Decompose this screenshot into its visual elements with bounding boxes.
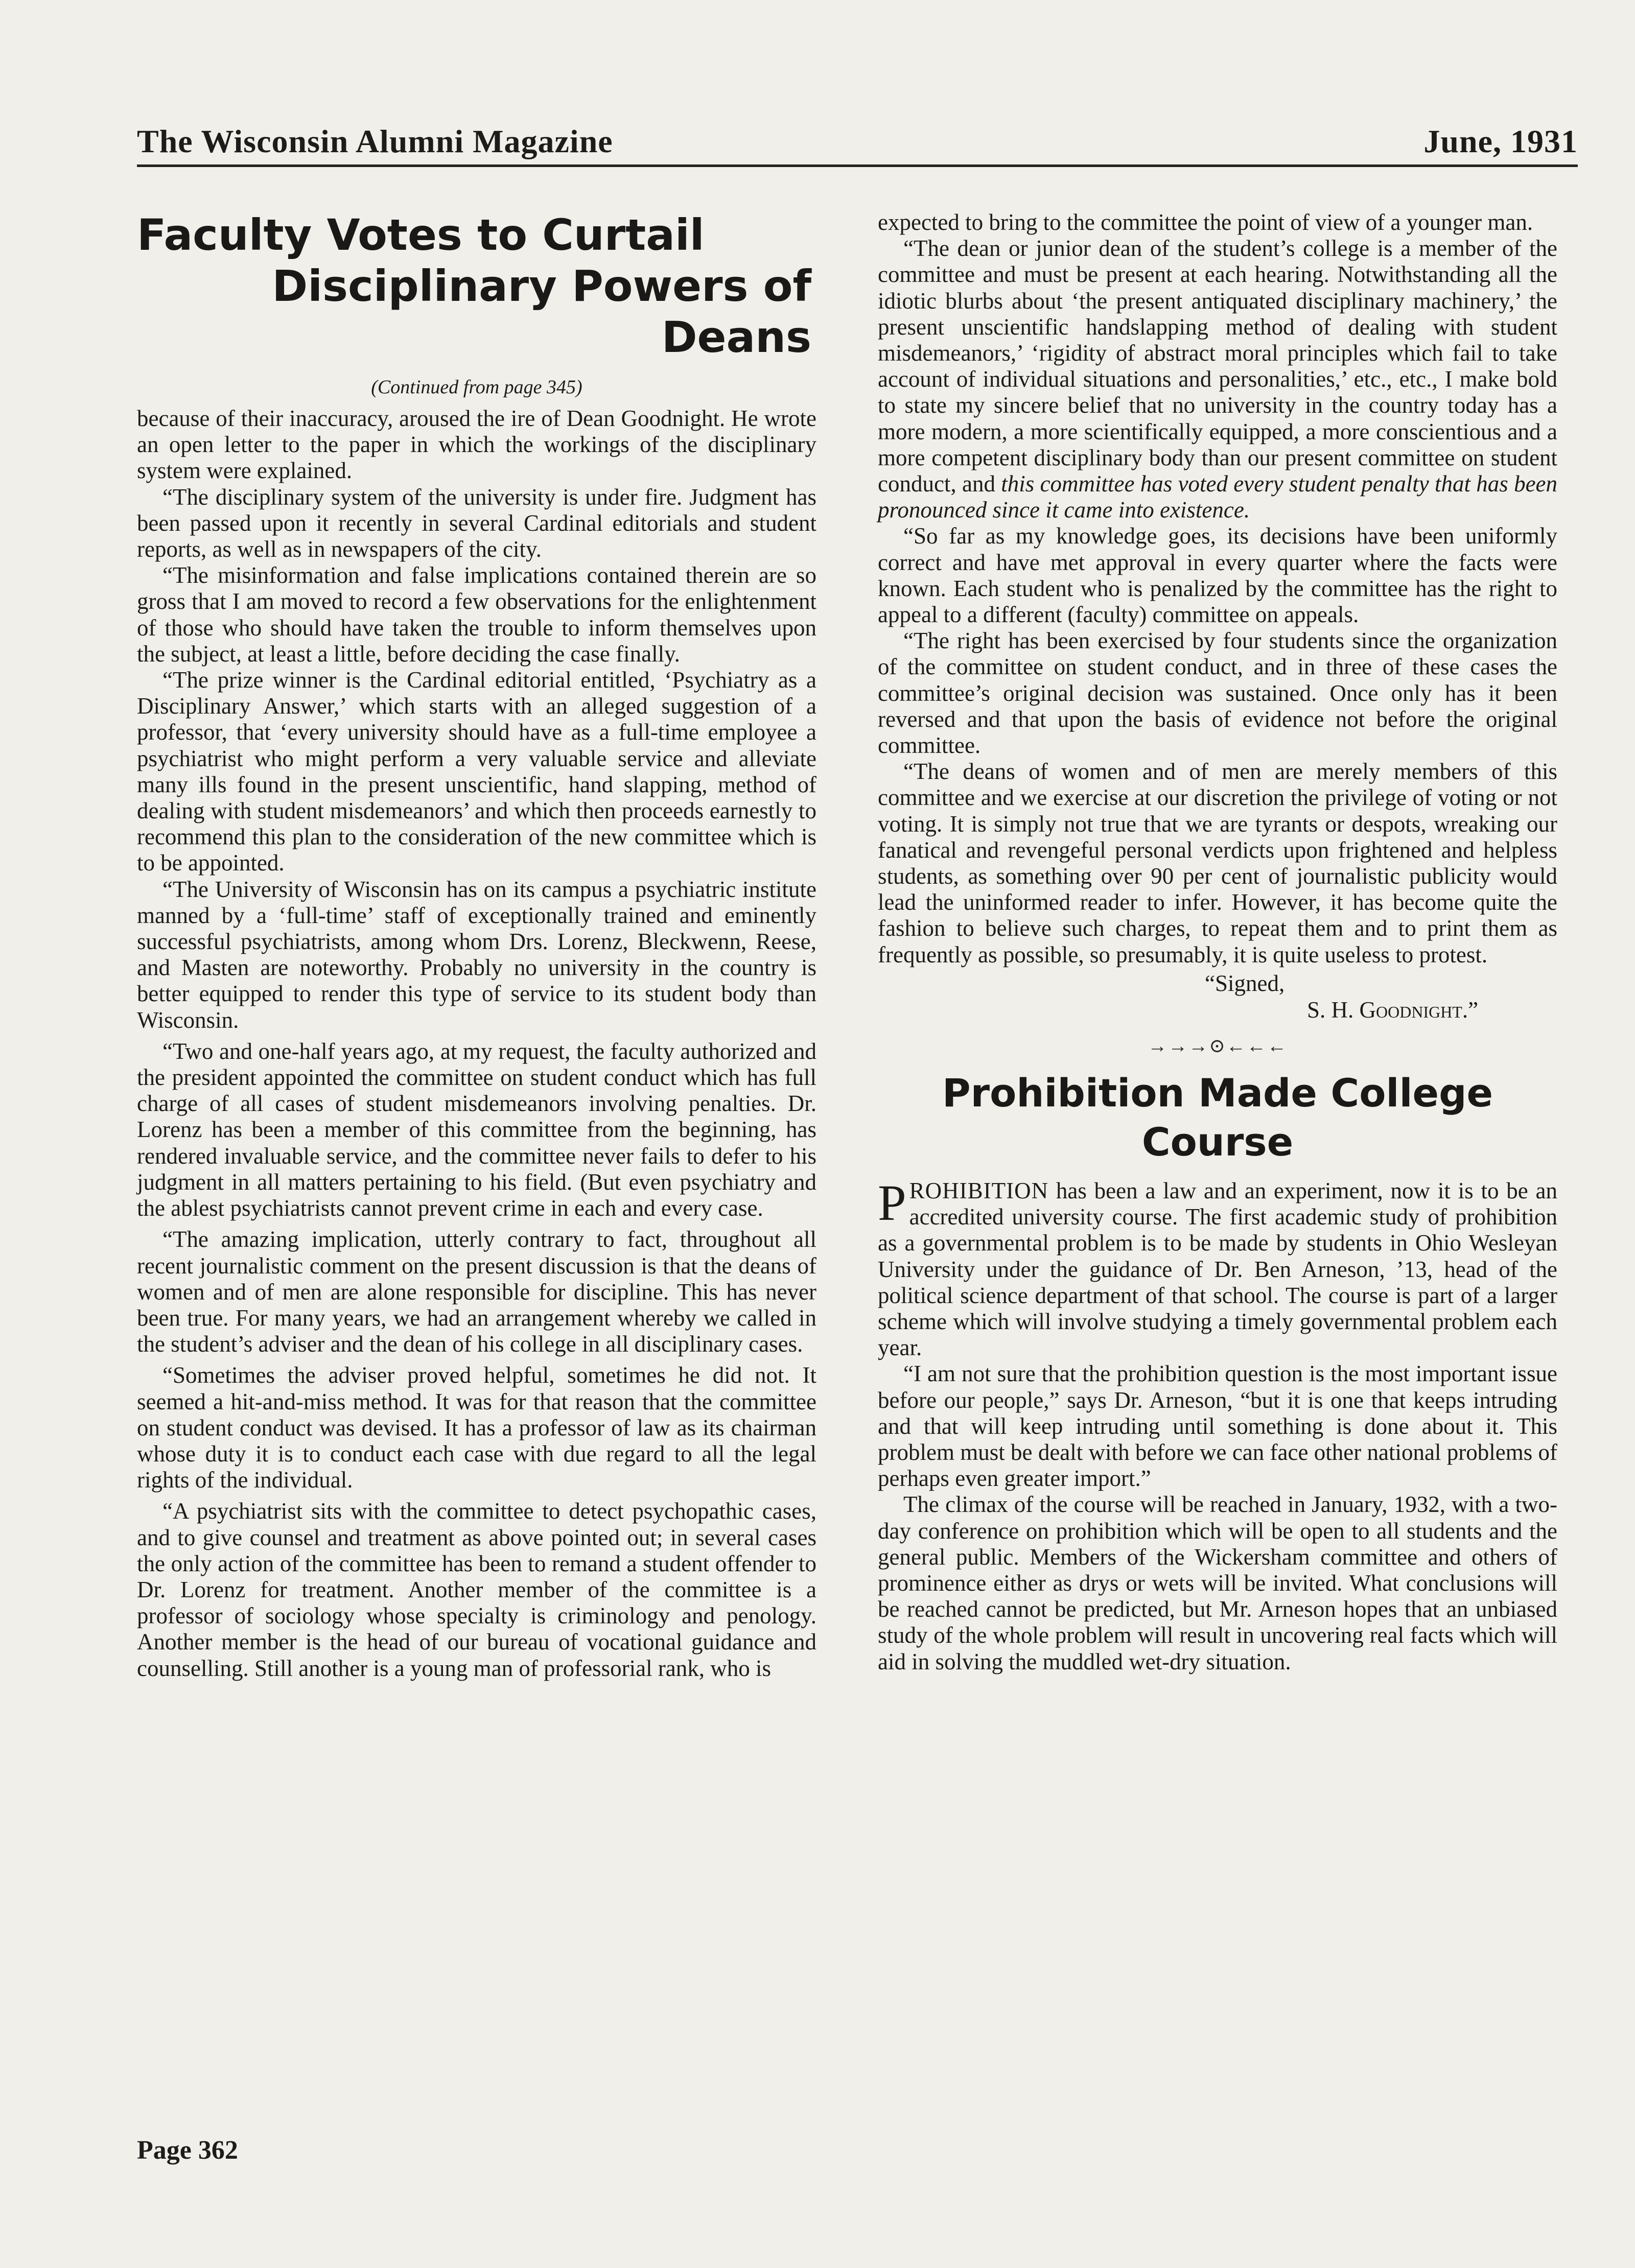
paragraph: “So far as my knowledge goes, its decisions have been uniformly correct and have met approval in every quarter where the facts were known. Each student who is penalized by the committee has the right to appeal to a different (faculty) committee on appeals. bbox=[878, 523, 1557, 628]
paragraph bbox=[878, 1174, 1557, 1361]
issue-date: June, 1931 bbox=[1423, 123, 1578, 159]
signed-label: “Signed, bbox=[1205, 970, 1285, 996]
paragraph: “The prize winner is the Cardinal editorial entitled, ‘Psychiatry as a Disciplinary Answer,’ which starts with an alleged suggestion of a professor, that ‘every university should have as a full-time employee a psychiatrist who might perform a very valuable service and alleviate many ills found in the present unscientific, hand slapping, method of dealing with student misdemeanors’ and which then proceeds earnestly to recommend this plan to the consideration of the new committee which is to be appointed. bbox=[137, 667, 816, 876]
italic-passage: this committee has voted every student penalty that has been pronounced since it came into existence. bbox=[878, 471, 1558, 523]
signature: S. H. Goodnight.” bbox=[1307, 997, 1479, 1023]
paragraph: “The misinformation and false implications contained therein are so gross that I am moved to record a few observations for the enlightenment of those who should have taken the trouble to inform themselves upon the subject, at least a little, before deciding the case finally. bbox=[137, 562, 816, 667]
left-column bbox=[137, 209, 816, 1682]
continued-note: (Continued from page 345) bbox=[371, 376, 582, 398]
article2-headline: Prohibition Made College Course bbox=[942, 1070, 1493, 1165]
paragraph: “The disciplinary system of the university is under fire. Judgment has been passed upon it recently in several Cardinal editorials and student reports, as well as in newspapers of the city. bbox=[137, 484, 816, 562]
running-head bbox=[137, 119, 1578, 167]
drop-cap: P bbox=[878, 1174, 906, 1231]
paragraph-text: “The dean or junior dean of the student’s college is a member of the committee and must be present at each hearing. Notwithstanding all the idiotic blurbs about ‘the present antiquated disciplinary machinery,’ the present unscientific handslapping method of dealing with student misdemeanors,’ ‘rigidity of abstract moral principles which fail to take account of individual situations and personalities,’ etc., etc., I make bold to state my sincere belief that no university in the country today has a more modern, a more scientifically equipped, a more conscientious and a more competent disciplinary body than our present committee on student conduct, and bbox=[878, 235, 1557, 497]
paragraph: “Two and one-half years ago, at my request, the faculty authorized and the president appointed the committee on student conduct which has full charge of all cases of student misdemeanors involving penalties. Dr. Lorenz has been a member of this committee from the beginning, has rendered invaluable service, and the committee never fails to defer to his judgment in all matters pertaining to his field. (But even psychiatry and the ablest psychiatrists cannot prevent crime in each and every case. bbox=[137, 1038, 816, 1221]
section-divider-ornament: →→→⊙←←← bbox=[1148, 1035, 1288, 1057]
paragraph: “I am not sure that the prohibition question is the most important issue before our people,” says Dr. Arneson, “but it is one that keeps intruding and that will keep intruding until something is done about it. This problem must be dealt with before we can face other national problems of perhaps even greater import.” bbox=[878, 1361, 1557, 1492]
magazine-title: The Wisconsin Alumni Magazine bbox=[137, 123, 613, 159]
paragraph: “The amazing implication, utterly contrary to fact, throughout all recent journalistic comment on the present discussion is that the deans of women and of men are alone responsible for discipline. This has never been true. For many years, we had an arrangement whereby we called in the student’s adviser and the dean of his college in all disciplinary cases. bbox=[137, 1226, 816, 1357]
paragraph: “The deans of women and of men are merely members of this committee and we exercise at our discretion the privilege of voting or not voting. It is simply not true that we are tyrants or despots, wreaking our fanatical and revengeful personal verdicts upon frightened and helpless students, as something over 90 per cent of journalistic publicity would lead the uninformed reader to infer. However, it has become quite the fashion to believe such charges, to repeat them and to print them as frequently as possible, so presumably, it is quite useless to protest. bbox=[878, 759, 1557, 967]
paragraph: because of their inaccuracy, aroused the ire of Dean Goodnight. He wrote an open letter to the paper in which the workings of the disciplinary system were explained. bbox=[137, 406, 816, 484]
paragraph: “The University of Wisconsin has on its campus a psychiatric institute manned by a ‘full-time’ staff of exceptionally trained and eminently successful psychiatrists, among whom Drs. Lorenz, Bleckwenn, Reese, and Masten are noteworthy. Probably no university in the country is better equipped to render this type of service to its student body than Wisconsin. bbox=[137, 876, 816, 1033]
paragraph-text: has been a law and an experiment, now it is to be an accredited university course. The first academic study of prohibition as a governmental problem is to be made by students in Ohio Wesleyan University under the guidance of Dr. Ben Arneson, ’13, head of the political science department of that school. The course is part of a larger scheme which will involve studying a timely governmental problem each year. bbox=[878, 1177, 1557, 1361]
paragraph: The climax of the course will be reached in January, 1932, with a two-day conference on prohibition which will be open to all students and the general public. Members of the Wickersham committee and others of prominence either as drys or wets will be invited. What conclusions will be reached cannot be predicted, but Mr. Arneson hopes that an unbiased study of the whole problem will result in uncovering real facts which will aid in solving the muddled wet-dry situation. bbox=[878, 1492, 1557, 1674]
page-number: Page 362 bbox=[137, 2136, 238, 2165]
paragraph bbox=[878, 235, 1557, 523]
article-headline-line1: Faculty Votes to Curtail bbox=[137, 210, 705, 260]
right-column bbox=[878, 209, 1557, 1675]
paragraph: “The right has been exercised by four students since the organization of the committee on student conduct, and in three of these cases the committee’s original decision was sustained. Once only has it been reversed and that upon the basis of evidence not before the original committee. bbox=[878, 628, 1557, 759]
paragraph: “Sometimes the adviser proved helpful, sometimes he did not. It seemed a hit-and-miss method. It was for that reason that the committee on student conduct was devised. It has a professor of law as its chairman whose duty it is to conduct each case with due regard to all the legal rights of the individual. bbox=[137, 1362, 816, 1493]
paragraph: “A psychiatrist sits with the committee to detect psychopathic cases, and to give counsel and treatment as above pointed out; in several cases the only action of the committee has been to remand a student offender to Dr. Lorenz for treatment. Another member of the committee is a professor of sociology whose specialty is criminology and penology. Another member is the head of our bureau of vocational guidance and counselling. Still another is a young man of professorial rank, who is bbox=[137, 1498, 816, 1681]
paragraph: expected to bring to the committee the point of view of a younger man. bbox=[878, 209, 1533, 235]
article-headline-line2: Disciplinary Powers of Deans bbox=[272, 261, 811, 362]
first-word: ROHIBITION bbox=[909, 1177, 1049, 1203]
